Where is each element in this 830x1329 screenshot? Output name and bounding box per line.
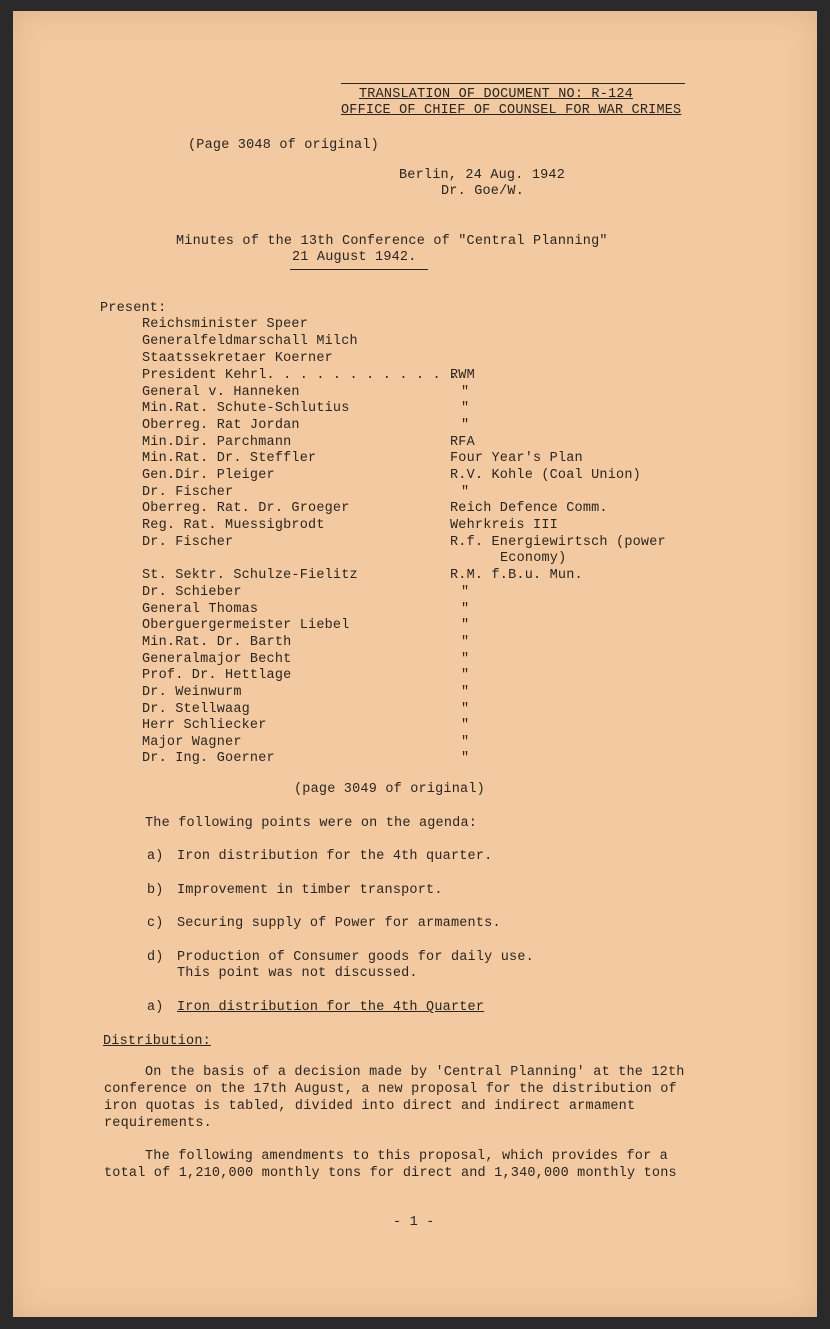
attendee-name: Prof. Dr. Hettlage xyxy=(142,668,292,683)
attendee-name: Dr. Fischer xyxy=(142,535,234,550)
agenda-item-text: Improvement in timber transport. xyxy=(177,883,443,898)
dateline-ref: Dr. Goe/W. xyxy=(441,184,525,199)
attendee-organization: " xyxy=(461,652,470,667)
attendee-organization: " xyxy=(461,751,470,766)
attendee-organization: " xyxy=(461,585,470,600)
attendee-name: Min.Rat. Schute-Schlutius xyxy=(142,401,350,416)
attendee-name: Dr. Ing. Goerner xyxy=(142,751,275,766)
para2-line: total of 1,210,000 monthly tons for direct and 1,340,000 monthly tons xyxy=(104,1166,677,1181)
attendee-organization: R.f. Energiewirtsch (power xyxy=(450,535,666,550)
attendee-name: Dr. Weinwurm xyxy=(142,685,242,700)
attendee-name: Generalmajor Becht xyxy=(142,652,292,667)
attendee-organization: RWM xyxy=(450,368,475,383)
attendee-name: Gen.Dir. Pleiger xyxy=(142,468,275,483)
agenda-item-text: Production of Consumer goods for daily use. xyxy=(177,950,534,965)
attendee-organization: R.M. f.B.u. Mun. xyxy=(450,568,583,583)
header-translation: TRANSLATION OF DOCUMENT NO: R-124 xyxy=(359,87,633,102)
para1-line: On the basis of a decision made by 'Central Planning' at the 12th xyxy=(145,1065,685,1080)
attendee-organization: RFA xyxy=(450,435,475,450)
attendee-organization: " xyxy=(461,602,470,617)
attendee-name: Min.Dir. Parchmann xyxy=(142,435,292,450)
page-ref-mid: (page 3049 of original) xyxy=(294,782,485,797)
agenda-letter: b) xyxy=(147,883,164,898)
agenda-intro: The following points were on the agenda: xyxy=(145,816,478,831)
agenda-item-text: Securing supply of Power for armaments. xyxy=(177,916,501,931)
attendee-name: Min.Rat. Dr. Barth xyxy=(142,635,292,650)
page-number: - 1 - xyxy=(393,1215,435,1230)
attendee-organization: " xyxy=(461,635,470,650)
attendee-organization: " xyxy=(461,385,470,400)
agenda-letter: d) xyxy=(147,950,164,965)
header-top-rule xyxy=(341,83,685,84)
attendee-name: Staatssekretaer Koerner xyxy=(142,351,333,366)
attendee-name: Min.Rat. Dr. Steffler xyxy=(142,451,317,466)
attendee-organization: Four Year's Plan xyxy=(450,451,583,466)
attendee-name: General v. Hanneken xyxy=(142,385,300,400)
para1-line: conference on the 17th August, a new proposal for the distribution of xyxy=(104,1082,677,1097)
agenda-letter: c) xyxy=(147,916,164,931)
agenda-item-text: Iron distribution for the 4th quarter. xyxy=(177,849,493,864)
agenda-d-note: This point was not discussed. xyxy=(177,966,418,981)
attendee-organization: " xyxy=(461,702,470,717)
title-underline xyxy=(290,269,428,270)
attendee-organization: " xyxy=(461,685,470,700)
attendee-organization: " xyxy=(461,401,470,416)
attendee-name: Dr. Schieber xyxy=(142,585,242,600)
attendee-name: Reichsminister Speer xyxy=(142,317,309,332)
attendee-organization: " xyxy=(461,668,470,683)
attendee-name: Oberreg. Rat. Dr. Groeger xyxy=(142,501,350,516)
attendee-organization: Reich Defence Comm. xyxy=(450,501,608,516)
attendee-organization: " xyxy=(461,618,470,633)
attendee-organization: " xyxy=(461,735,470,750)
attendee-name: President Kehrl. . . . . . . . . . . . xyxy=(142,368,458,383)
page-ref-top: (Page 3048 of original) xyxy=(188,138,379,153)
title-line1: Minutes of the 13th Conference of "Central Planning" xyxy=(176,234,608,249)
attendee-name: Dr. Stellwaag xyxy=(142,702,250,717)
attendee-name: Oberreg. Rat Jordan xyxy=(142,418,300,433)
attendee-name: General Thomas xyxy=(142,602,259,617)
agenda-letter: a) xyxy=(147,849,164,864)
title-line2: 21 August 1942. xyxy=(292,250,417,265)
attendee-organization: Wehrkreis III xyxy=(450,518,558,533)
section-a-title: Iron distribution for the 4th Quarter xyxy=(177,1000,485,1015)
attendee-organization: R.V. Kohle (Coal Union) xyxy=(450,468,641,483)
para1-line: iron quotas is tabled, divided into direct and indirect armament xyxy=(104,1099,636,1114)
para1-line: requirements. xyxy=(104,1116,212,1131)
section-a-letter: a) xyxy=(147,1000,164,1015)
header-office: OFFICE OF CHIEF OF COUNSEL FOR WAR CRIMES xyxy=(341,103,682,118)
attendee-name: Reg. Rat. Muessigbrodt xyxy=(142,518,325,533)
attendee-organization: " xyxy=(461,485,470,500)
attendee-name: St. Sektr. Schulze-Fielitz xyxy=(142,568,358,583)
present-label: Present: xyxy=(100,301,167,316)
attendee-organization: " xyxy=(461,418,470,433)
para2-line: The following amendments to this proposal, which provides for a xyxy=(145,1149,668,1164)
attendee-name: Generalfeldmarschall Milch xyxy=(142,334,358,349)
dateline-place-date: Berlin, 24 Aug. 1942 xyxy=(399,168,566,183)
attendee-organization: " xyxy=(461,718,470,733)
attendee-name: Dr. Fischer xyxy=(142,485,234,500)
attendee-name: Herr Schliecker xyxy=(142,718,267,733)
attendee-organization: Economy) xyxy=(500,551,567,566)
distribution-heading: Distribution: xyxy=(103,1034,211,1049)
attendee-name: Oberguergermeister Liebel xyxy=(142,618,350,633)
attendee-name: Major Wagner xyxy=(142,735,242,750)
